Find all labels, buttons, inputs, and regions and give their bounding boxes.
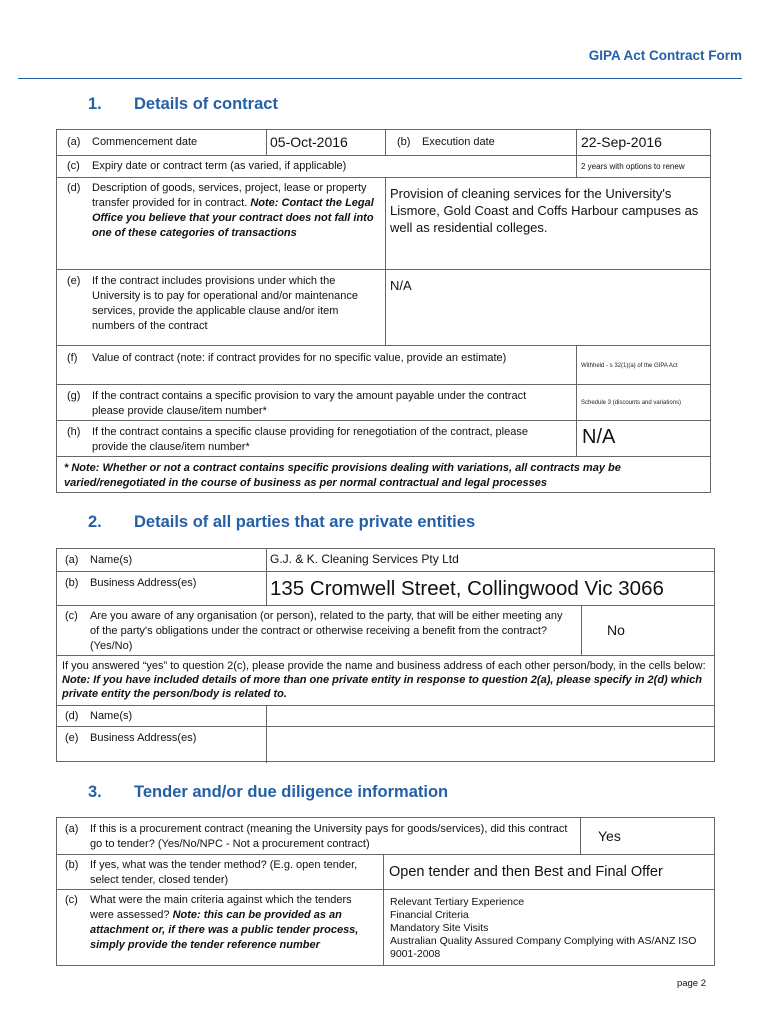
description-label: Description of goods, services, project, lease or property transfer provided for in contract. xyxy=(92,182,367,209)
row-tender-criteria: (c) What were the main criteria against which the tenders were assessed? Note: this can be provided as an attachment or, if there was a public tender process, simply provide the tender reference number Relevant Tertiary Experience Financial Criteria Mandatory Site Visits Australian Quality Assured Company Complying with AS/ANZ ISO 9001-2008 xyxy=(57,889,714,966)
expiry-date-label: Expiry date or contract term (as varied, if applicable) xyxy=(92,160,347,172)
execution-date-label: Execution date xyxy=(422,136,495,148)
section-2-number: 2. xyxy=(88,513,102,531)
party-address-value: 135 Cromwell Street, Collingwood Vic 3066 xyxy=(270,577,664,600)
row-contract-value: (f) Value of contract (note: if contract provides for no specific value, provide an estimate) Withheld - s 32(1)(a) of the GIPA Act xyxy=(57,345,710,385)
party-address-label: Business Address(es) xyxy=(90,577,197,589)
criteria-item: Financial Criteria xyxy=(390,909,469,921)
tender-method-label: If yes, what was the tender method? (E.g. open tender, select tender, closed tender) xyxy=(90,859,358,886)
row-footnote xyxy=(57,456,710,493)
tender-method-value: Open tender and then Best and Final Offer xyxy=(389,864,663,880)
criteria-item: Relevant Tertiary Experience xyxy=(390,896,525,908)
row-related-party: (c) Are you aware of any organisation (or person), related to the party, that will be either meeting any of the party's obligations under the contract or otherwise receiving a benefit from the contract? (Yes/No) No xyxy=(57,605,714,656)
contract-details-table xyxy=(56,129,711,493)
related-name-label: Name(s) xyxy=(90,710,133,722)
section-1-title: Details of contract xyxy=(134,95,278,113)
renegotiation-value: N/A xyxy=(582,426,616,448)
commencement-date-label: Commencement date xyxy=(92,136,198,148)
section-1-number: 1. xyxy=(88,95,102,113)
execution-date-value: 22-Sep-2016 xyxy=(581,134,662,150)
tender-table xyxy=(56,817,715,966)
row-commencement: (a) Commencement date 05-Oct-2016 (b) Execution date 22-Sep-2016 xyxy=(57,130,710,155)
section-1-heading xyxy=(88,95,278,114)
variation-footnote: * Note: Whether or not a contract contains specific provisions dealing with variations, all contracts may be varied/renegotiated in the course of business as per normal contractual and legal processes xyxy=(64,462,621,489)
tender-criteria-label: What were the main criteria against which the tenders were assessed? xyxy=(90,894,352,921)
row-party-name: (a) Name(s) G.J. & K. Cleaning Services Pty Ltd xyxy=(57,549,714,571)
renegotiation-label: If the contract contains a specific clause providing for renegotiation of the contract, please provide the clause/item number* xyxy=(92,426,528,453)
form-title: GIPA Act Contract Form xyxy=(588,48,742,63)
criteria-item: Australian Quality Assured Company Complying with AS/ANZ ISO 9001-2008 xyxy=(390,935,697,960)
row-operational-provisions: (e) If the contract includes provisions under which the University is to pay for operational and/or maintenance services, provide the applicable clause and/or item numbers of the contract N/A xyxy=(57,269,710,346)
went-to-tender-value: Yes xyxy=(598,828,621,844)
section-2-title: Details of all parties that are private entities xyxy=(134,513,476,531)
vary-amount-label: If the contract contains a specific provision to vary the amount payable under the contract please provide clause/item number* xyxy=(92,390,527,417)
row-went-to-tender: (a) If this is a procurement contract (meaning the University pays for goods/services), did this contract go to tender? (Yes/No/NPC - Not a procurement contract) Yes xyxy=(57,818,714,854)
row-related-name: (d) Name(s) xyxy=(57,705,714,727)
section-2-heading xyxy=(88,513,475,532)
section-3-title: Tender and/or due diligence information xyxy=(134,783,449,801)
page-number: page 2 xyxy=(676,978,706,989)
party-name-label: Name(s) xyxy=(90,554,133,566)
tender-criteria-note: Note: this can be provided as an attachment or, if there was a public tender process, simply provide the tender reference number xyxy=(90,909,359,951)
row-instruction xyxy=(57,655,714,706)
private-entities-table xyxy=(56,548,715,762)
related-address-label: Business Address(es) xyxy=(90,732,197,744)
vary-amount-value: Schedule 3 (discounts and variations) xyxy=(581,400,682,406)
went-to-tender-label: If this is a procurement contract (meaning the University pays for goods/services), did this contract go to tender? (Yes/No/NPC - Not a procurement contract) xyxy=(90,823,568,850)
expiry-date-value: 2 years with options to renew xyxy=(581,162,685,171)
header-divider xyxy=(18,78,742,79)
row-related-address: (e) Business Address(es) xyxy=(57,726,714,763)
party-name-value: G.J. & K. Cleaning Services Pty Ltd xyxy=(270,552,459,566)
tender-criteria-list xyxy=(390,896,710,961)
contract-value-label: Value of contract (note: if contract provides for no specific value, provide an estimate) xyxy=(92,352,507,364)
operational-provisions-value: N/A xyxy=(390,278,412,293)
instruction-text: If you answered “yes” to question 2(c), please provide the name and business address of each other person/body, in the cells below: xyxy=(62,660,706,672)
row-expiry: (c) Expiry date or contract term (as varied, if applicable) 2 years with options to renew xyxy=(57,155,710,178)
row-party-address: (b) Business Address(es) 135 Cromwell Street, Collingwood Vic 3066 xyxy=(57,571,714,606)
related-party-value: No xyxy=(607,622,625,638)
row-renegotiation: (h) If the contract contains a specific clause providing for renegotiation of the contract, please provide the clause/item number* N/A xyxy=(57,420,710,457)
row-description: (d) Description of goods, services, project, lease or property transfer provided for in contract. Note: Contact the Legal Office you believe that your contract does not fall into one of these categories of transactions Provision of cleaning services for the University's Lismore, Gold Coast and Coffs Harbour campuses as well as residential colleges. xyxy=(57,177,710,270)
section-3-number: 3. xyxy=(88,783,102,801)
related-party-label: Are you aware of any organisation (or person), related to the party, that will be either meeting any of the party's obligations under the contract or otherwise receiving a benefit from the contract? (Yes/No) xyxy=(90,610,563,652)
description-value: Provision of cleaning services for the University's Lismore, Gold Coast and Coffs Harbour campuses as well as residential colleges. xyxy=(390,186,699,235)
instruction-note: Note: If you have included details of more than one private entity in response to question 2(a), please specify in 2(d) which private entity the person/body is related to. xyxy=(62,674,702,700)
criteria-item: Mandatory Site Visits xyxy=(390,922,489,934)
operational-provisions-label: If the contract includes provisions under which the University is to pay for operational and/or maintenance services, provide the applicable clause and/or item numbers of the contract xyxy=(92,275,358,332)
commencement-date-value: 05-Oct-2016 xyxy=(270,134,348,150)
row-vary-amount: (g) If the contract contains a specific provision to vary the amount payable under the contract please provide clause/item number* Schedule 3 (discounts and variations) xyxy=(57,384,710,421)
description-note: Note: Contact the Legal Office you believe that your contract does not fall into one of these categories of transactions xyxy=(92,197,374,239)
section-3-heading xyxy=(88,783,448,802)
row-tender-method: (b) If yes, what was the tender method? (E.g. open tender, select tender, closed tender) Open tender and then Best and Final Offer xyxy=(57,854,714,890)
contract-value-value: Withheld - s 32(1)(a) of the GIPA Act xyxy=(581,363,678,369)
